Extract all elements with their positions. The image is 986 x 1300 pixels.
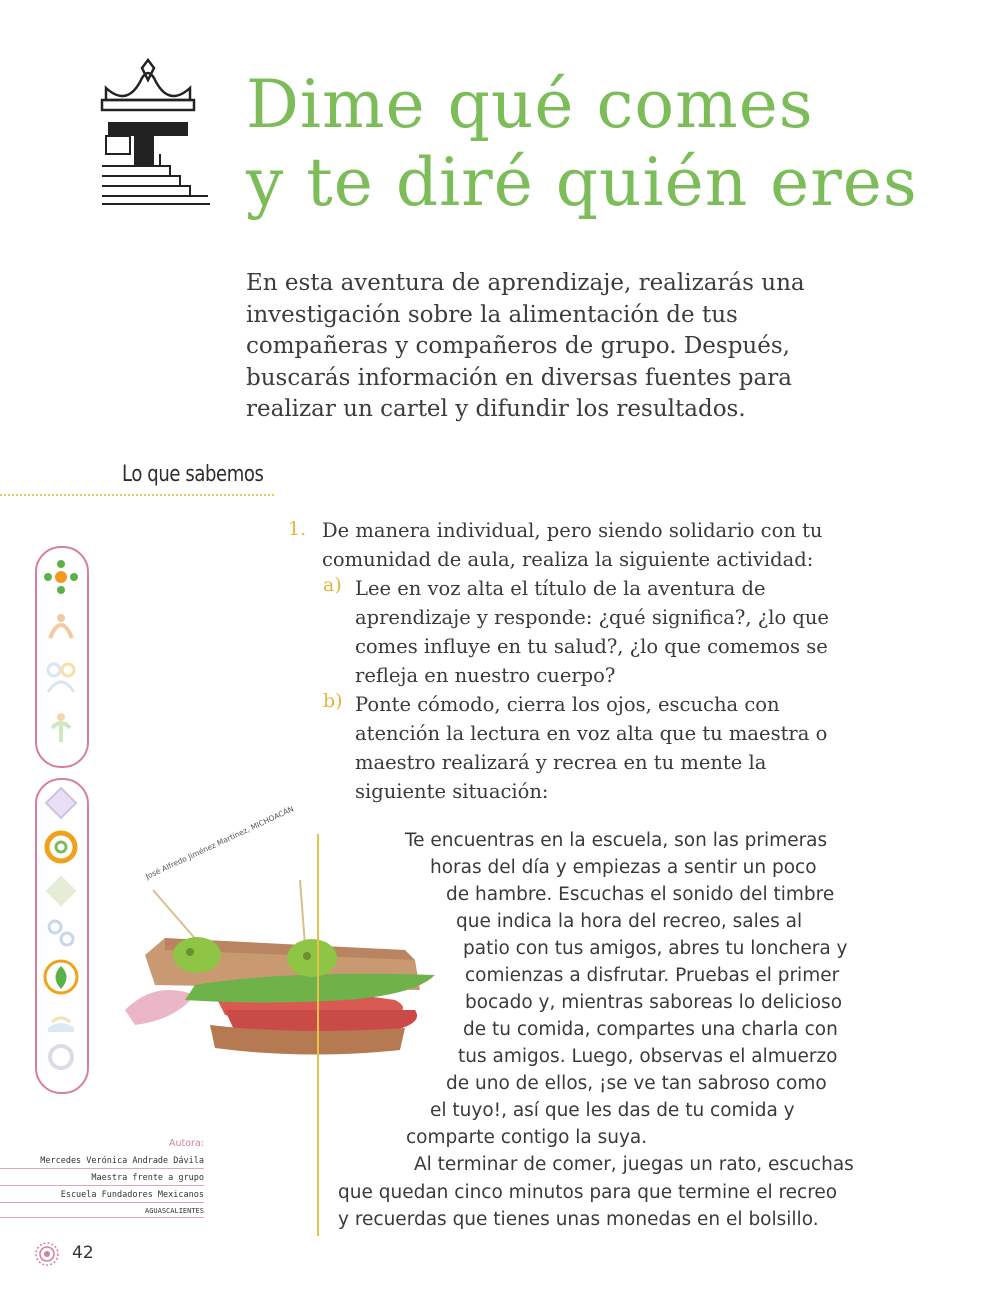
item-b-text: Ponte cómodo, cierra los ojos, escucha con atención la lectura en voz alta que tu maestra o maestro realizará y recrea en tu mente la siguiente situación: [355,693,828,803]
reading-line: comparte contigo la suya. [406,1127,648,1148]
intro-paragraph: En esta aventura de aprendizaje, realizarás una investigación sobre la alimentación de tus compañeras y compañeros de grupo. Después, buscarás información en diversas fuentes para realizar un cartel y difundir los resultados. [246,270,805,422]
reading-line: el tuyo!, así que les das de tu comida y [430,1100,795,1121]
illustration-credit: José Alfredo Jiménez Martínez, MICHOACÁN [144,804,296,881]
reading-line: horas del día y empiezas a sentir un poco [430,857,817,878]
item-b-letter: b) [323,690,343,712]
credit-state: AGUASCALIENTES [0,1207,204,1218]
passage-rule [317,834,319,1236]
leaf-icon[interactable] [40,956,82,998]
reading-line: patio con tus amigos, abres tu lonchera y [463,938,848,959]
reading-line: y recuerdas que tienes unas monedas en el bolsillo. [338,1209,819,1230]
figures-icon[interactable] [40,656,82,698]
credit-label: Autora: [169,1138,204,1149]
reading-line: comienzas a disfrutar. Pruebas el primer [465,965,840,986]
activity-number: 1. [288,518,307,540]
credit-role: Maestra frente a grupo [0,1173,204,1186]
reading-line: que quedan cinco minutos para que termine el recreo [338,1182,838,1203]
square-icon[interactable] [40,870,82,912]
title-line-2: y te diré quién eres [246,144,918,221]
credit-school: Escuela Fundadores Mexicanos [0,1190,204,1203]
nature-icon[interactable] [40,706,82,748]
monument-icon [98,58,216,208]
section-divider [0,494,274,496]
reading-line: de hambre. Escuchas el sonido del timbre [446,884,835,905]
reading-line: tus amigos. Luego, observas el almuerzo [458,1046,838,1067]
reading-line: de tu comida, compartes una charla con [463,1019,838,1040]
reading-line: de uno de ellos, ¡se ve tan sabroso como [446,1073,827,1094]
sun-icon [33,1240,61,1268]
reading-line: Te encuentras en la escuela, son las primeras [405,830,828,851]
title-line-1: Dime qué comes [246,66,814,143]
reading-line: que indica la hora del recreo, sales al [456,911,803,932]
page-number: 42 [72,1243,94,1263]
dance-icon[interactable] [40,606,82,648]
reading-line: bocado y, mientras saboreas lo delicioso [465,992,843,1013]
activity-instruction: De manera individual, pero siendo solidario con tu comunidad de aula, realiza la siguiente actividad: [322,519,823,571]
diamond-icon[interactable] [40,782,82,824]
circle-icon[interactable] [40,1036,82,1078]
item-a-text: Lee en voz alta el título de la aventura de aprendizaje y responde: ¿qué significa?, ¿lo que comes influye en tu salud?, ¿lo que comemos se refleja en nuestro cuerpo? [355,577,829,687]
sandwich-illustration [115,810,445,1070]
section-heading: Lo que sabemos [122,462,264,487]
item-a-letter: a) [323,574,342,596]
community-icon[interactable] [40,556,82,598]
spiral-icon[interactable] [40,826,82,868]
credit-author: Mercedes Verónica Andrade Dávila [0,1156,204,1169]
reading-line: Al terminar de comer, juegas un rato, escuchas [414,1154,854,1175]
links-icon[interactable] [40,912,82,954]
